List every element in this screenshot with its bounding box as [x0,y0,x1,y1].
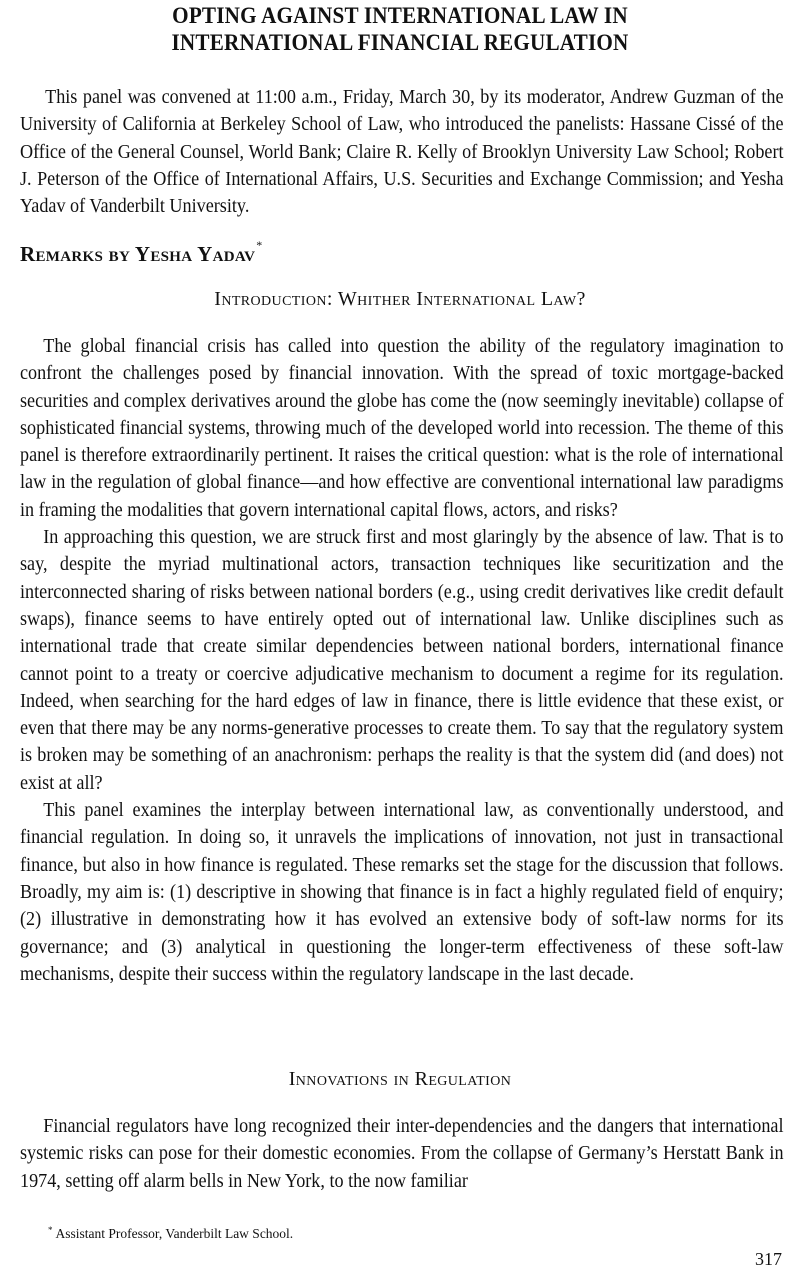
panel-intro-paragraph: This panel was convened at 11:00 a.m., Friday, March 30, by its moderator, Andrew Guzman of the University of California at Berkeley School of Law, who introduced the panelists: Hassane Cissé of the Office of the General Counsel, World Bank; Claire R. Kelly of Brooklyn University Law School; Robert J. Peterson of the Office of International Affairs, U.S. Securities and Exchange Commission; and Yesha Yadav of Vanderbilt University. [20,87,784,218]
section-heading-innovations: Innovations in Regulation [288,1068,512,1090]
section-introduction-body [20,333,784,988]
footnote-text: Assistant Professor, Vanderbilt Law School. [55,1226,294,1241]
footnote [48,1222,293,1242]
page-number: 317 [755,1249,782,1269]
body-paragraph: In approaching this question, we are struck first and most glaringly by the absence of law. That is to say, despite the myriad multinational actors, transaction techniques like securitization and the interconnected sharing of risks between national borders (e.g., using credit derivatives like credit default swaps), finance seems to have entirely opted out of international law. Unlike disciplines such as international trade that create similar dependencies between national borders, international finance cannot point to a treaty or coercive adjudicative mechanism to document a regime for its regulation. Indeed, when searching for the hard edges of law in finance, there is little evidence that these exist, or even that there may be any norms-generative processes to create them. To say that the regulatory system is broken may be something of an anachronism: perhaps the reality is that the system did (and does) not exist at all? [20,527,784,794]
remarks-heading-text: Remarks by Yesha Yadav [20,242,256,266]
panel-intro-block [20,84,784,220]
article-title [32,2,768,56]
article-title-line-2: INTERNATIONAL FINANCIAL REGULATION [171,30,629,55]
footnote-reference-marker: * [256,238,263,252]
remarks-heading [20,238,263,267]
body-paragraph: The global financial crisis has called into question the ability of the regulatory imagination to confront the challenges posed by financial innovation. With the spread of toxic mortgage-backed securities and complex derivatives around the globe has come the (now seemingly inevitable) collapse of sophisticated financial systems, throwing much of the developed world into recession. The theme of this panel is therefore extraordinarily pertinent. It raises the critical question: what is the role of international law in the regulation of global finance—and how effective are conventional international law paradigms in framing the modalities that govern international capital flows, actors, and risks? [20,336,784,521]
footnote-marker: * [48,1225,53,1235]
body-paragraph: This panel examines the interplay between international law, as conventionally understood, and financial regulation. In doing so, it unravels the implications of innovation, not just in transactional finance, but also in how finance is regulated. These remarks set the stage for the discussion that follows. Broadly, my aim is: (1) descriptive in showing that finance is in fact a highly regulated field of enquiry; (2) illustrative in demonstrating how it has evolved an extensive body of soft-law norms for its governance; and (3) analytical in questioning the longer-term effectiveness of these soft-law mechanisms, despite their success within the regulatory landscape in the last decade. [20,800,784,985]
body-paragraph: Financial regulators have long recognized their inter-dependencies and the dangers that international systemic risks can pose for their domestic economies. From the collapse of Germany’s Herstatt Bank in 1974, setting off alarm bells in New York, to the now familiar [20,1116,784,1192]
section-innovations-body [20,1113,784,1195]
section-heading-introduction: Introduction: Whither International Law? [214,288,586,310]
article-title-line-1: OPTING AGAINST INTERNATIONAL LAW IN [172,3,628,28]
